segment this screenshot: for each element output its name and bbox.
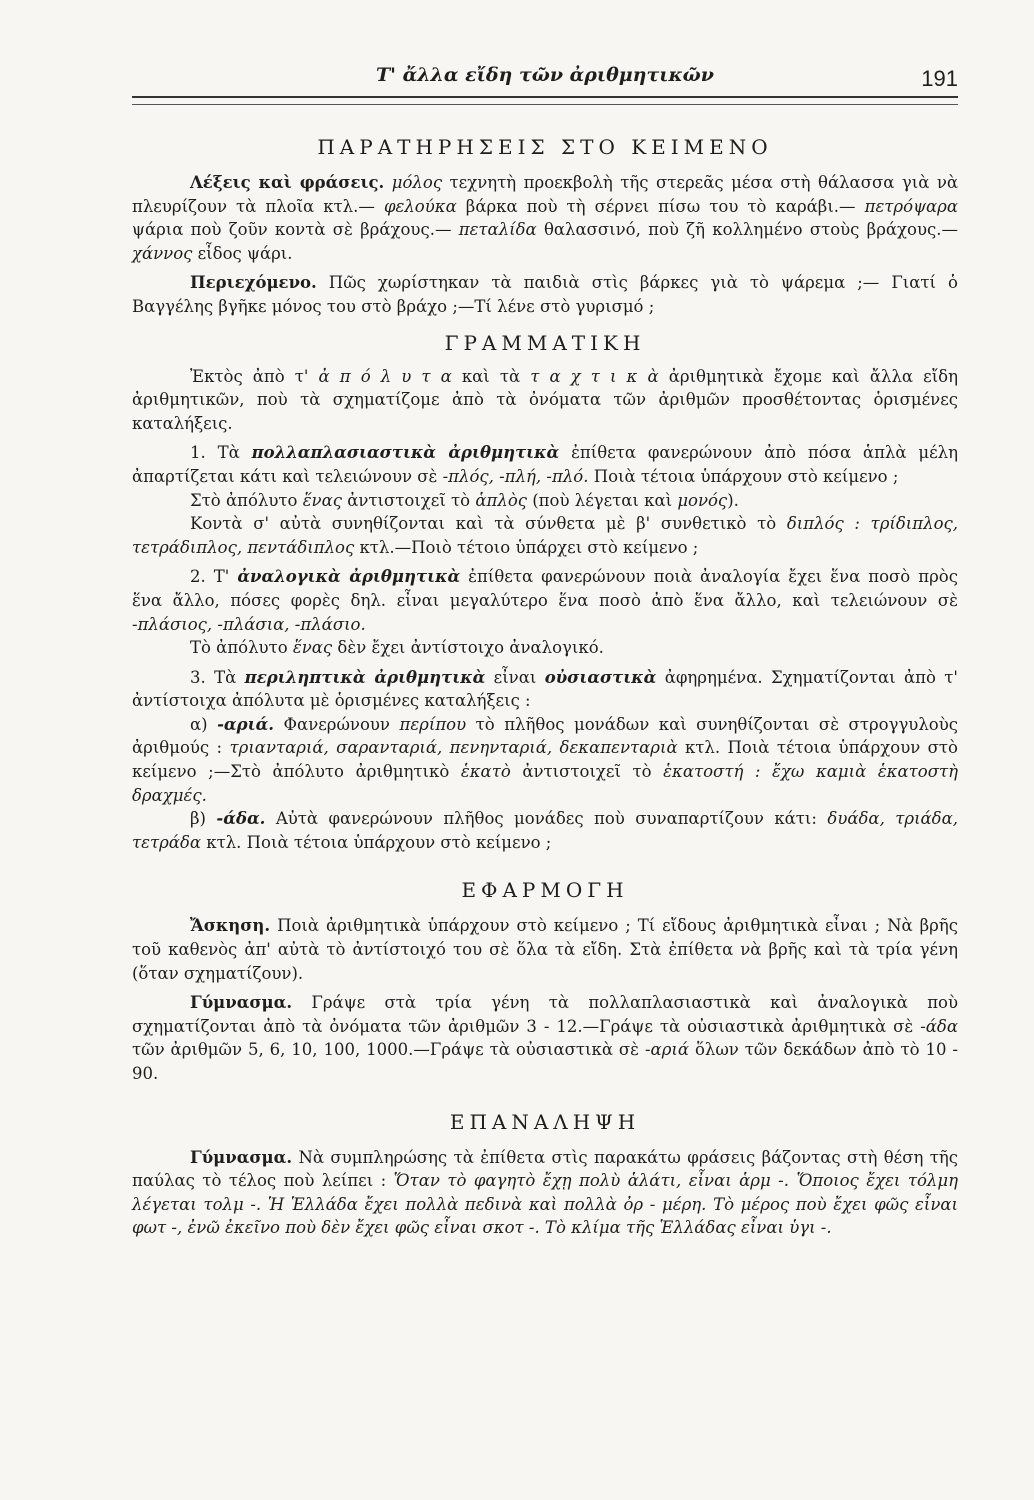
paragraph-exercise: Ἄσκηση. Ποιὰ ἀριθμητικὰ ὑπάρχουν στὸ κείμενο ; Τί εἴδους ἀριθμητικὰ εἶναι ; Νὰ βρῆς τοῦ καθενὸς ἀπ' αὐτὰ τὸ ἀντίστοιχό του σὲ ὅλα τὰ εἴδη. Στὰ ἐπίθετα νὰ βρῆς καὶ τὰ τρία γένη (ὅταν σχηματίζουν). xyxy=(132,916,958,983)
section-title-grammar: ΓΡΑΜΜΑΤΙΚΗ xyxy=(444,330,646,355)
paragraph-review-drill: Γύμνασμα. Νὰ συμπληρώσης τὰ ἐπίθετα στὶς παρακάτω φράσεις βάζοντας στὴ θέση τῆς παύλας τὸ τέλος ποὺ λείπει : Ὅταν τὸ φαγητὸ ἔχῃ πολὺ ἁλάτι, εἶναι ἁρμ -. Ὅποιος ἔχει τόλμη λέγεται τολμ -. Ἡ Ἑλλάδα ἔχει πολλὰ πεδινὰ καὶ πολλὰ ὀρ - μέρη. Τὸ μέρος ποὺ ἔχει φῶς εἶναι φωτ -, ἐνῶ ἐκεῖνο ποὺ δὲν ἔχει φῶς εἶναι σκοτ -. Τὸ κλίμα τῆς Ἑλλάδας εἶναι ὑγι -. xyxy=(132,1147,958,1238)
paragraph-proportional: 2. Τ' ἀναλογικὰ ἀριθμητικὰ ἐπίθετα φανερώνουν ποιὰ ἀναλογία ἔχει ἕνα ποσὸ πρὸς ἕνα ἄλλο, πόσες φορὲς δηλ. εἶναι μεγαλύτερο ἕνα ποσὸ ἀπὸ ἕνα ἄλλο, καὶ τελειώνουν σὲ -πλάσιος, -πλάσια, -πλάσιο. xyxy=(132,567,958,634)
paragraph-multiplicative: 1. Τὰ πολλαπλασιαστικὰ ἀριθμητικὰ ἐπίθετα φανερώνουν ἀπὸ πόσα ἁπλὰ μέλη ἀπαρτίζεται κάτι καὶ τελειώνουν σὲ -πλός, -πλή, -πλό. Ποιὰ τέτοια ὑπάρχουν στὸ κείμενο ; xyxy=(132,443,958,486)
paragraph-proportional-note: Τὸ ἀπόλυτο ἕνας δὲν ἔχει ἀντίστοιχο ἀναλογικό. xyxy=(190,638,604,658)
page-number: 191 xyxy=(921,66,958,91)
paragraph-grammar-intro: Ἐκτὸς ἀπὸ τ' ἀ π ό λ υ τ α καὶ τὰ τ α χ τ ι κ ὰ ἀριθμητικὰ ἔχομε καὶ ἄλλα εἴδη ἀριθμητικῶν, ποὺ τὰ σχηματίζομε ἀπὸ τὰ ὀνόματα τῶν ἀριθμῶν προσθέτοντας ὁρισμένες καταλήξεις. xyxy=(132,366,958,433)
header-rule xyxy=(132,101,958,105)
running-title: Τ' ἄλλα εἴδη τῶν ἀριθμητικῶν xyxy=(376,64,714,86)
running-head xyxy=(132,56,958,98)
section-title-notes: ΠΑΡΑΤΗΡΗΣΕΙΣ ΣΤΟ ΚΕΙΜΕΝΟ xyxy=(317,135,773,159)
paragraph-drill: Γύμνασμα. Γράψε στὰ τρία γένη τὰ πολλαπλασιαστικὰ καὶ ἀναλογικὰ ποὺ σχηματίζονται ἀπὸ τὰ ὀνόματα τῶν ἀριθμῶν 3 - 12.—Γράψε τὰ οὐσιαστικὰ ἀριθμητικὰ σὲ -άδα τῶν ἀριθμῶν 5, 6, 10, 100, 1000.—Γράψε τὰ οὐσιαστικὰ σὲ -αριά ὅλων τῶν δεκάδων ἀπὸ τὸ 10 - 90. xyxy=(132,993,958,1083)
section-title-application: ΕΦΑΡΜΟΓΗ xyxy=(461,878,629,903)
paragraph-words-phrases: Λέξεις καὶ φράσεις. μόλος τεχνητὴ προεκβολὴ τῆς στερεᾶς μέσα στὴ θάλασσα γιὰ νὰ πλευρίζουν τὰ πλοῖα κτλ.— φελούκα βάρκα ποὺ τὴ σέρνει πίσω του τὸ καράβι.— πετρόψαρα ψάρια ποὺ ζοῦν κοντὰ σὲ βράχους.— πεταλίδα θαλασσινό, ποὺ ζῆ κολλημένο στοὺς βράχους.— χάννος εἶδος ψάρι. xyxy=(132,173,959,263)
paragraph-multiplicative-compound: Κοντὰ σ' αὐτὰ συνηθίζονται καὶ τὰ σύνθετα μὲ β' συνθετικὸ τὸ διπλός : τρίδιπλος, τετράδιπλος, πεντάδιπλος κτλ.—Ποιὸ τέτοιο ὑπάρχει στὸ κείμενο ; xyxy=(132,514,958,557)
paragraph-content: Περιεχόμενο. Πῶς χωρίστηκαν τὰ παιδιὰ στὶς βάρκες γιὰ τὸ ψάρεμα ;— Γιατί ὁ Βαγγέλης βγῆκε μόνος του στὸ βράχο ;—Τί λένε στὸ γυρισμό ; xyxy=(132,273,958,316)
paragraph-collective-a: α) -αριά. Φανερώνουν περίπου τὸ πλῆθος μονάδων καὶ συνηθίζονται σὲ στρογγυλοὺς ἀριθμούς : τριανταριά, σαρανταριά, πενηνταριά, δεκαπενταριὰ κτλ. Ποιὰ τέτοια ὑπάρχουν στὸ κείμενο ;—Στὸ ἀπόλυτο ἀριθμητικὸ ἑκατὸ ἀντιστοιχεῖ τὸ ἑκατοστή : ἔχω καμιὰ ἑκατοστὴ δραχμές. xyxy=(132,714,958,805)
paragraph-collective-b: β) -άδα. Αὐτὰ φανερώνουν πλῆθος μονάδες ποὺ συναπαρτίζουν κάτι: δυάδα, τριάδα, τετράδα κτλ. Ποιὰ τέτοια ὑπάρχουν στὸ κείμενο ; xyxy=(132,809,958,852)
paragraph-collective: 3. Τὰ περιληπτικὰ ἀριθμητικὰ εἶναι οὐσιαστικὰ ἀφηρημένα. Σχηματίζονται ἀπὸ τ' ἀντίστοιχα ἀπόλυτα μὲ ὁρισμένες καταλήξεις : xyxy=(132,667,958,711)
paragraph-multiplicative-single: Στὸ ἀπόλυτο ἕνας ἀντιστοιχεῖ τὸ ἁπλὸς (ποὺ λέγεται καὶ μονός). xyxy=(190,490,739,510)
section-title-review: ΕΠΑΝΑΛΗΨΗ xyxy=(449,1109,641,1134)
